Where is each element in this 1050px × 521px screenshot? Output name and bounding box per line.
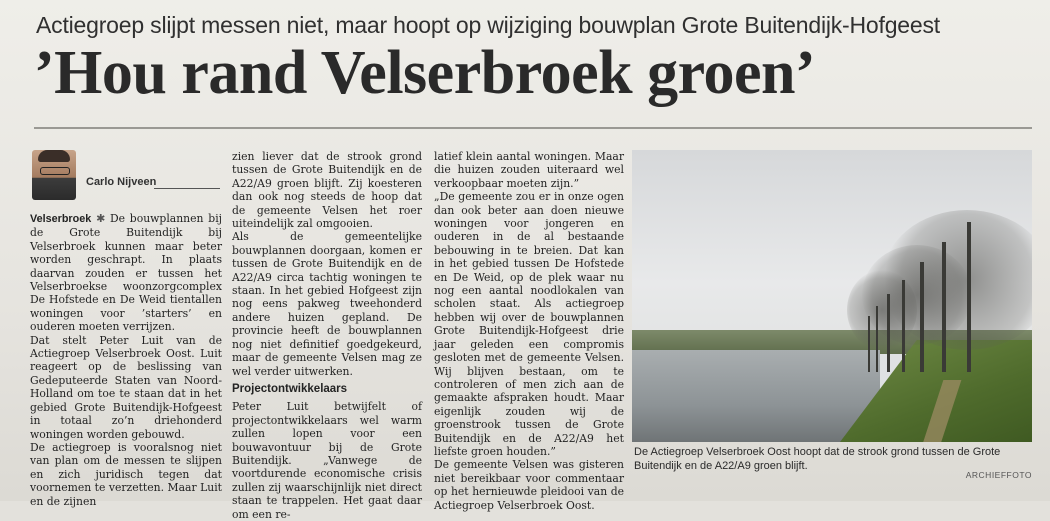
byline-rule xyxy=(154,188,220,189)
author-avatar xyxy=(32,150,76,200)
paragraph: De gemeente Velsen was gisteren niet bereikbaar voor commentaar op het hernieuwde pleidooi van de Actiegroep Velserbroek Oost. xyxy=(434,458,624,512)
author-byline xyxy=(30,148,222,204)
lead-paragraph xyxy=(30,212,222,334)
headline-divider xyxy=(34,127,1032,129)
author-name: Carlo Nijveen xyxy=(86,176,157,188)
article-column-3 xyxy=(434,150,624,512)
article-kicker: Actiegroep slijpt messen niet, maar hoopt op wijziging bouwplan Grote Buitendijk-Hofgeest xyxy=(36,12,940,38)
paragraph: Dat stelt Peter Luit van de Actiegroep Velserbroek Oost. Luit reageert op de beslissing van Gedeputeerde Staten van Noord-Holland om toe te staan dat in het gebied Grote Buitendijk-Hofgeest in totaal zo’n driehonderd woningen worden gebouwd. xyxy=(30,333,222,441)
dateline-mark: ✱ xyxy=(96,212,106,225)
subheading: Projectontwikkelaars xyxy=(232,382,348,395)
photo-caption: De Actiegroep Velserbroek Oost hoopt dat de strook grond tussen de Grote Buitendijk en de A22/A9 groen blijft. xyxy=(634,446,1001,472)
paragraph: De actiegroep is vooralsnog niet van plan om de messen te slijpen en zich juridisch tegen dat voornemen te verzetten. Maar Luit en de zijnen xyxy=(30,440,222,508)
paragraph: zien liever dat de strook grond tussen de Grote Buitendijk en de A22/A9 groen blijft. Zij koesteren dan ook nog steeds de hoop dat de gemeente Velsen het roer uiteindelijk zal omgooien. xyxy=(232,150,422,231)
paragraph: latief klein aantal woningen. Maar die huizen zouden uiteraard wel verkoopbaar moeten zijn.” xyxy=(434,150,624,190)
dateline: Velserbroek xyxy=(30,213,92,225)
landscape-photo xyxy=(632,150,1032,442)
article-headline: ’Hou rand Velserbroek groen’ xyxy=(34,39,816,107)
paragraph: Als de gemeentelijke bouwplannen doorgaan, komen er tussen de Grote Buitendijk en de A22/A9 circa tachtig woningen te staan. In het gebied Hofgeest zijn nog eens pakweg tweehonderd andere huizen gepland. De provincie heeft de bouwplannen nog niet definitief goedgekeurd, maar de gemeente Velsen mag ze wel verder uitwerken. xyxy=(232,230,422,378)
paragraph: „De gemeente zou er in onze ogen dan ook beter aan doen nieuwe woningen voor jongeren en ouderen in de al bestaande bebouwing in te breien. Dat kan in het gebied tussen De Hofstede en De Weid, op de plek waar nu nog een aantal noodlokalen van scholen staat. Als actiegroep hebben wij over de bouwplannen Grote Buitendijk-Hofgeest drie jaar geleden een compromis gesloten met de gemeente Velsen. Wij blijven bestaan, om te controleren of men zich aan de gemaakte afspraken houdt. Maar eigenlijk zouden wij de groenstrook tussen de Grote Buitendijk en de A22/A9 het liefste groen houden.” xyxy=(434,190,624,458)
article-column-2 xyxy=(232,150,422,521)
paragraph: Peter Luit betwijfelt of projectontwikkelaars wel warm zullen lopen voor een bouwavontuur bij de Grote Buitendijk. „Vanwege de voortdurende economische crisis zullen zij waarschijnlijk niet direct staan te trappelen. Het gaat daar om een re- xyxy=(232,400,422,521)
photo-credit: ARCHIEFFOTO xyxy=(965,470,1032,480)
paragraph: De bouwplannen bij de Grote Buitendijk bij Velserbroek kunnen maar beter worden geschrapt. In plaats daarvan zouden er tussen het Velserbroekse woonzorgcomplex De Hofstede en De Weid tientallen woningen voor ’starters’ en ouderen moeten verrijzen. xyxy=(30,212,222,334)
article-column-1 xyxy=(30,212,222,508)
